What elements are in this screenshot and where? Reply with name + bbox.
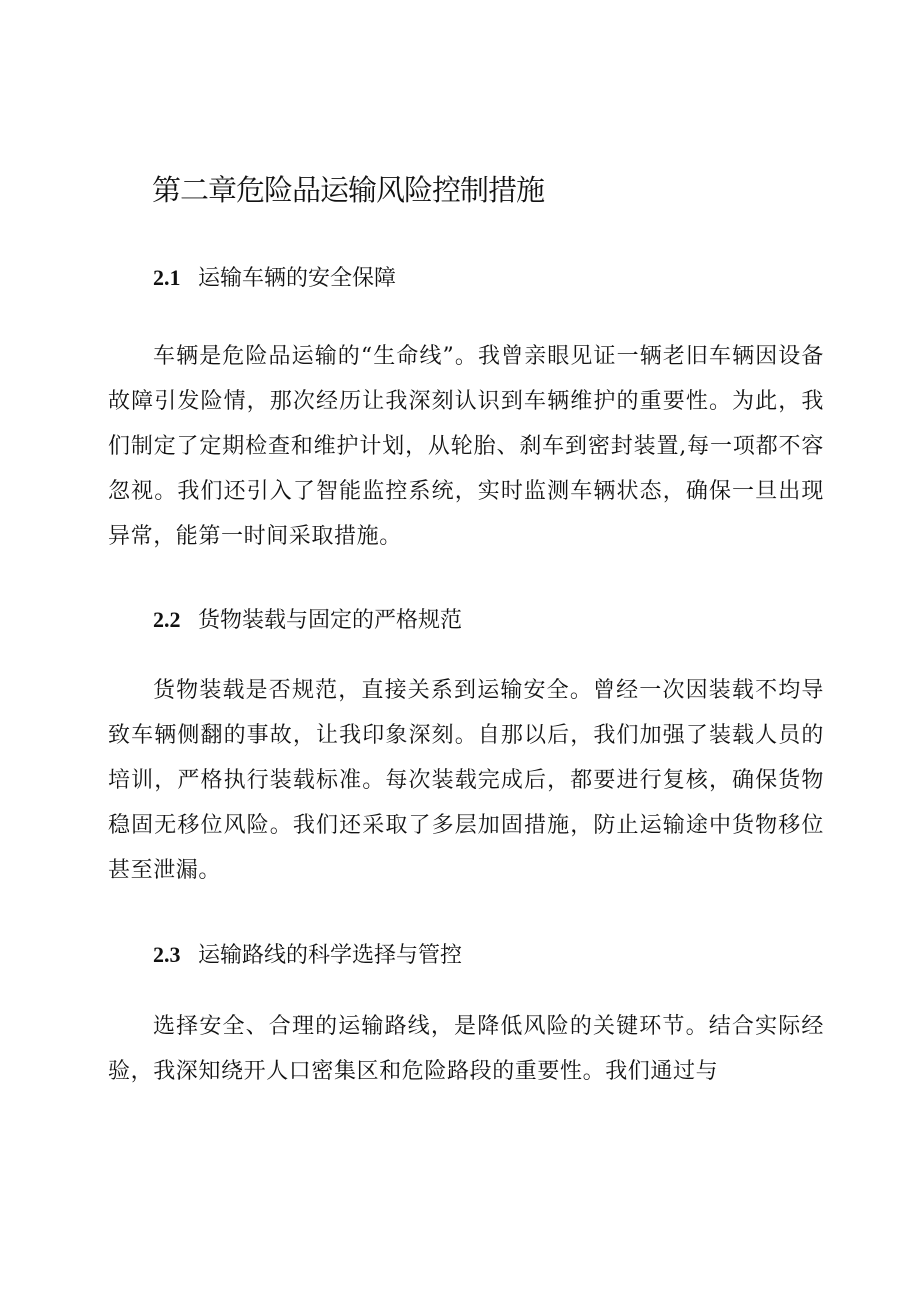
section-number: 2.3 [153,942,181,967]
section-heading-2-2 [153,603,462,638]
section-heading-2-1 [153,261,396,296]
section-heading-2-3 [153,938,462,973]
section-title: 货物装载与固定的严格规范 [198,608,463,633]
section-number: 2.2 [153,607,181,632]
section-paragraph-2-1: 车辆是危险品运输的“生命线”。我曾亲眼见证一辆老旧车辆因设备故障引发险情，那次经历让我深刻认识到车辆维护的重要性。为此，我们制定了定期检查和维护计划，从轮胎、刹车到密封装置,每一项都不容忽视。我们还引入了智能监控系统，实时监测车辆状态，确保一旦出现异常，能第一时间采取措施。 [108,344,824,549]
section-paragraph-2-2: 货物装载是否规范，直接关系到运输安全。曾经一次因装载不均导致车辆侧翻的事故，让我印象深刻。自那以后，我们加强了装载人员的培训，严格执行装载标准。每次装载完成后，都要进行复核，确保货物稳固无移位风险。我们还采取了多层加固措施，防止运输途中货物移位甚至泄漏。 [108,678,824,883]
section-title: 运输路线的科学选择与管控 [198,943,463,968]
section-title: 运输车辆的安全保障 [198,266,397,291]
section-number: 2.1 [153,265,181,290]
chapter-title: 第二章危险品运输风险控制措施 [152,173,545,207]
section-paragraph-2-3: 选择安全、合理的运输路线，是降低风险的关键环节。结合实际经验，我深知绕开人口密集区和危险路段的重要性。我们通过与 [108,1014,824,1084]
